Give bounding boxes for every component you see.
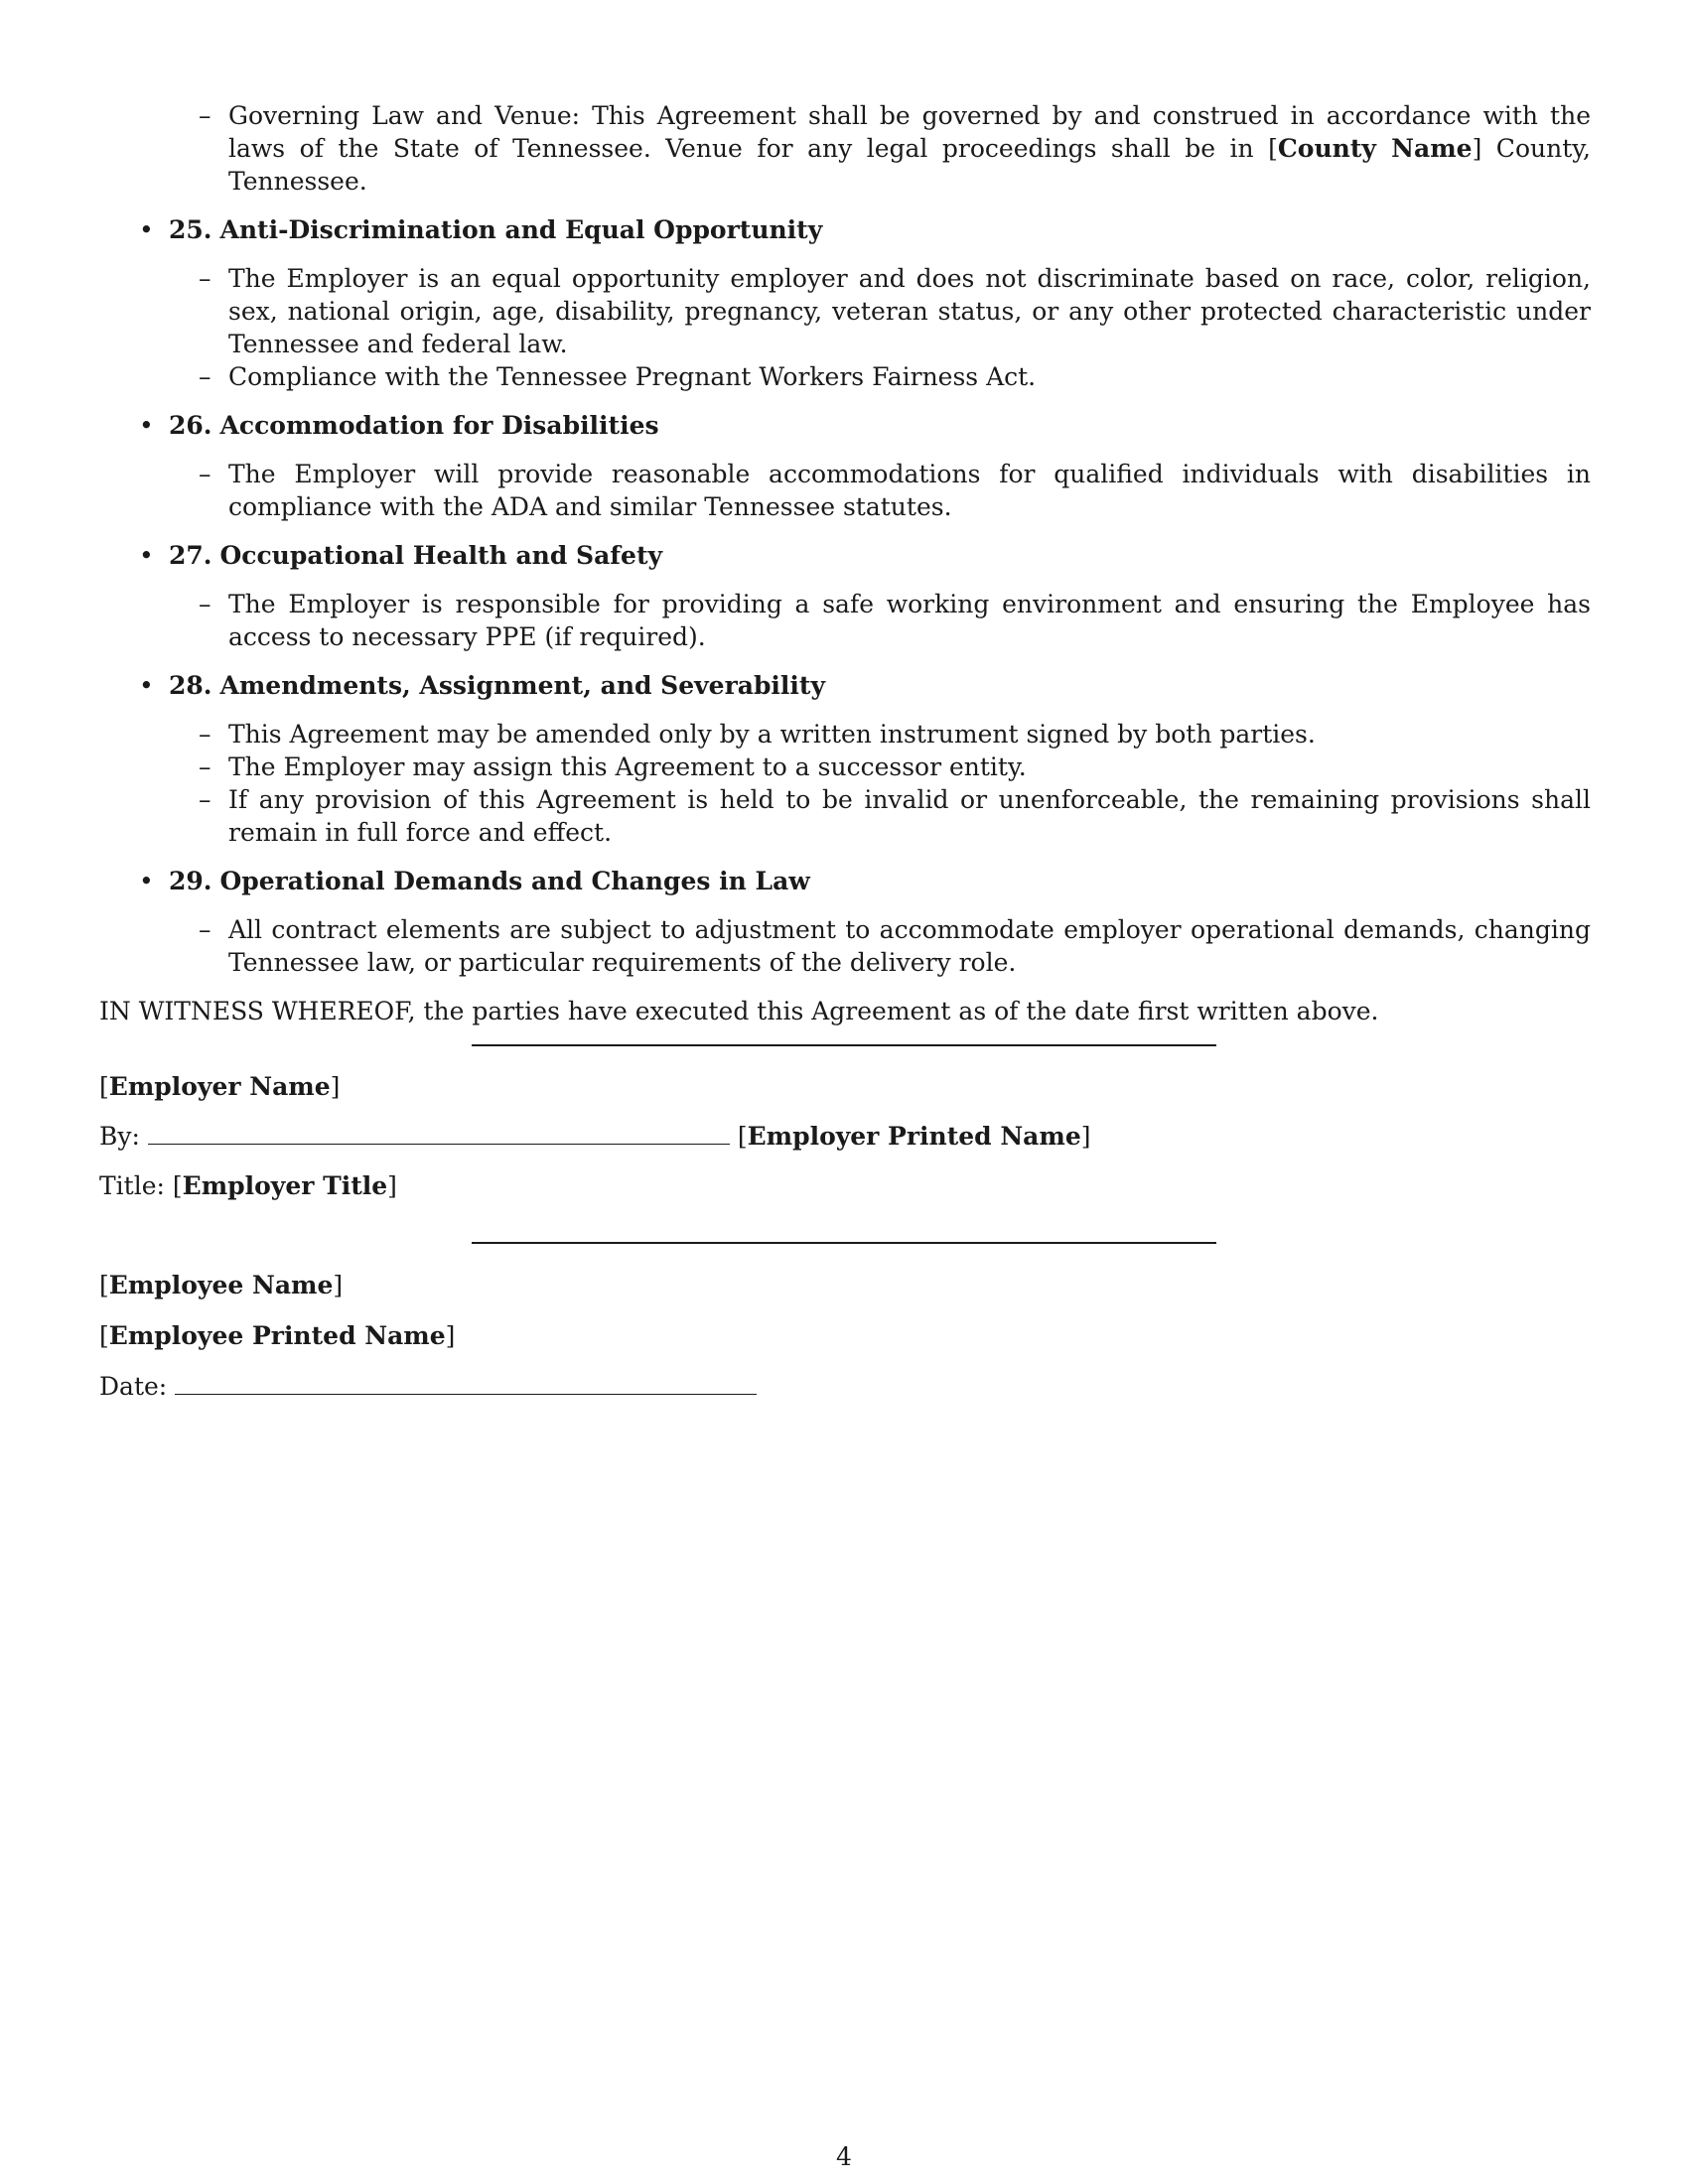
by-label: By:: [99, 1122, 140, 1151]
section-number: 29.: [169, 867, 212, 895]
witness-statement: IN WITNESS WHEREOF, the parties have executed this Agreement as of the date first written above.: [99, 997, 1379, 1025]
section-26-items: [99, 458, 1591, 523]
employer-signature-line: [472, 1044, 1216, 1046]
section-number: 28.: [169, 671, 212, 700]
county-name-placeholder: County Name: [1277, 134, 1473, 163]
list-item: – The Employer is an equal opportunity employer and does not discriminate based on race, color, religion, sex, national origin, age, disability, pregnancy, veteran status, or any other protected characteristic under Tennessee and federal law.: [199, 264, 1591, 358]
employee-printed-name-placeholder: Employee Printed Name: [108, 1321, 446, 1350]
dash-marker: –: [199, 460, 211, 488]
bullet-icon: •: [139, 867, 154, 895]
section-title: Accommodation for Disabilities: [219, 411, 659, 440]
employer-name-placeholder: Employer Name: [108, 1072, 331, 1101]
date-label: Date:: [99, 1372, 168, 1401]
bullet-icon: •: [139, 671, 154, 700]
section-title: Amendments, Assignment, and Severability: [219, 671, 825, 700]
list-item: – Compliance with the Tennessee Pregnant Workers Fairness Act.: [199, 362, 1037, 391]
dash-marker: –: [199, 264, 211, 293]
document-body: [99, 99, 1591, 1027]
dash-marker: –: [199, 785, 211, 814]
employee-printed-name-line: [Employee Printed Name]: [99, 1321, 456, 1350]
list-item: – This Agreement may be amended only by a written instrument signed by both parties.: [199, 720, 1316, 749]
bullet-icon: •: [139, 541, 154, 570]
dash-marker: –: [199, 362, 211, 391]
by-signature-field[interactable]: [148, 1120, 730, 1145]
list-item: – The Employer is responsible for providing a safe working environment and ensuring the Employee has access to necessary PPE (if required).: [199, 590, 1591, 651]
section-number: 26.: [169, 411, 212, 440]
section-title: Anti-Discrimination and Equal Opportunity: [219, 215, 823, 244]
section-29-items: [99, 913, 1591, 979]
employer-name-line: [Employer Name]: [99, 1072, 341, 1101]
section-26: [99, 409, 1591, 442]
title-label: Title:: [99, 1171, 165, 1200]
page-number: 4: [836, 2142, 852, 2171]
bullet-icon: •: [139, 215, 154, 244]
section-number: 25.: [169, 215, 212, 244]
section-28-items: [99, 718, 1591, 849]
date-field[interactable]: [175, 1370, 757, 1395]
employee-signature-line: [472, 1242, 1216, 1244]
employee-name-line: [Employee Name]: [99, 1271, 344, 1299]
employer-by-line: By: [Employer Printed Name]: [99, 1122, 1091, 1151]
section-25-items: [99, 262, 1591, 393]
dash-marker: –: [199, 720, 211, 749]
section-27: [99, 539, 1591, 572]
section-29: [99, 865, 1591, 897]
employer-title-placeholder: Employer Title: [182, 1171, 388, 1200]
employer-printed-name-placeholder: Employer Printed Name: [747, 1122, 1081, 1151]
list-item: – If any provision of this Agreement is held to be invalid or unenforceable, the remaining provisions shall remain in full force and effect.: [199, 785, 1591, 847]
governing-law-text-end: ] County, Tennessee.: [228, 134, 1591, 196]
governing-law-list: [99, 99, 1591, 198]
dash-marker: –: [199, 915, 211, 944]
dash-marker: –: [199, 590, 211, 618]
section-title: Occupational Health and Safety: [219, 541, 663, 570]
section-27-items: [99, 588, 1591, 653]
employer-title-line: Title: [Employer Title]: [99, 1171, 397, 1200]
dash-marker: –: [199, 101, 211, 130]
dash-marker: –: [199, 752, 211, 781]
list-item: – The Employer may assign this Agreement to a successor entity.: [199, 752, 1027, 781]
employee-date-line: [99, 1370, 894, 1403]
list-item: – The Employer will provide reasonable accommodations for qualified individuals with disabilities in compliance with the ADA and similar Tennessee statutes.: [199, 460, 1591, 521]
list-item: – All contract elements are subject to adjustment to accommodate employer operational demands, changing Tennessee law, or particular requirements of the delivery role.: [199, 915, 1591, 977]
employee-name-placeholder: Employee Name: [108, 1271, 334, 1299]
section-28: [99, 669, 1591, 702]
bullet-icon: •: [139, 411, 154, 440]
section-title: Operational Demands and Changes in Law: [219, 867, 810, 895]
governing-law-text: Governing Law and Venue: This Agreement shall be governed by and construed in accordance with the laws of the State of Tennessee. Venue for any legal proceedings shall be in [: [228, 101, 1591, 163]
section-25: [99, 213, 1591, 246]
governing-law-item: [199, 99, 1591, 198]
section-number: 27.: [169, 541, 212, 570]
